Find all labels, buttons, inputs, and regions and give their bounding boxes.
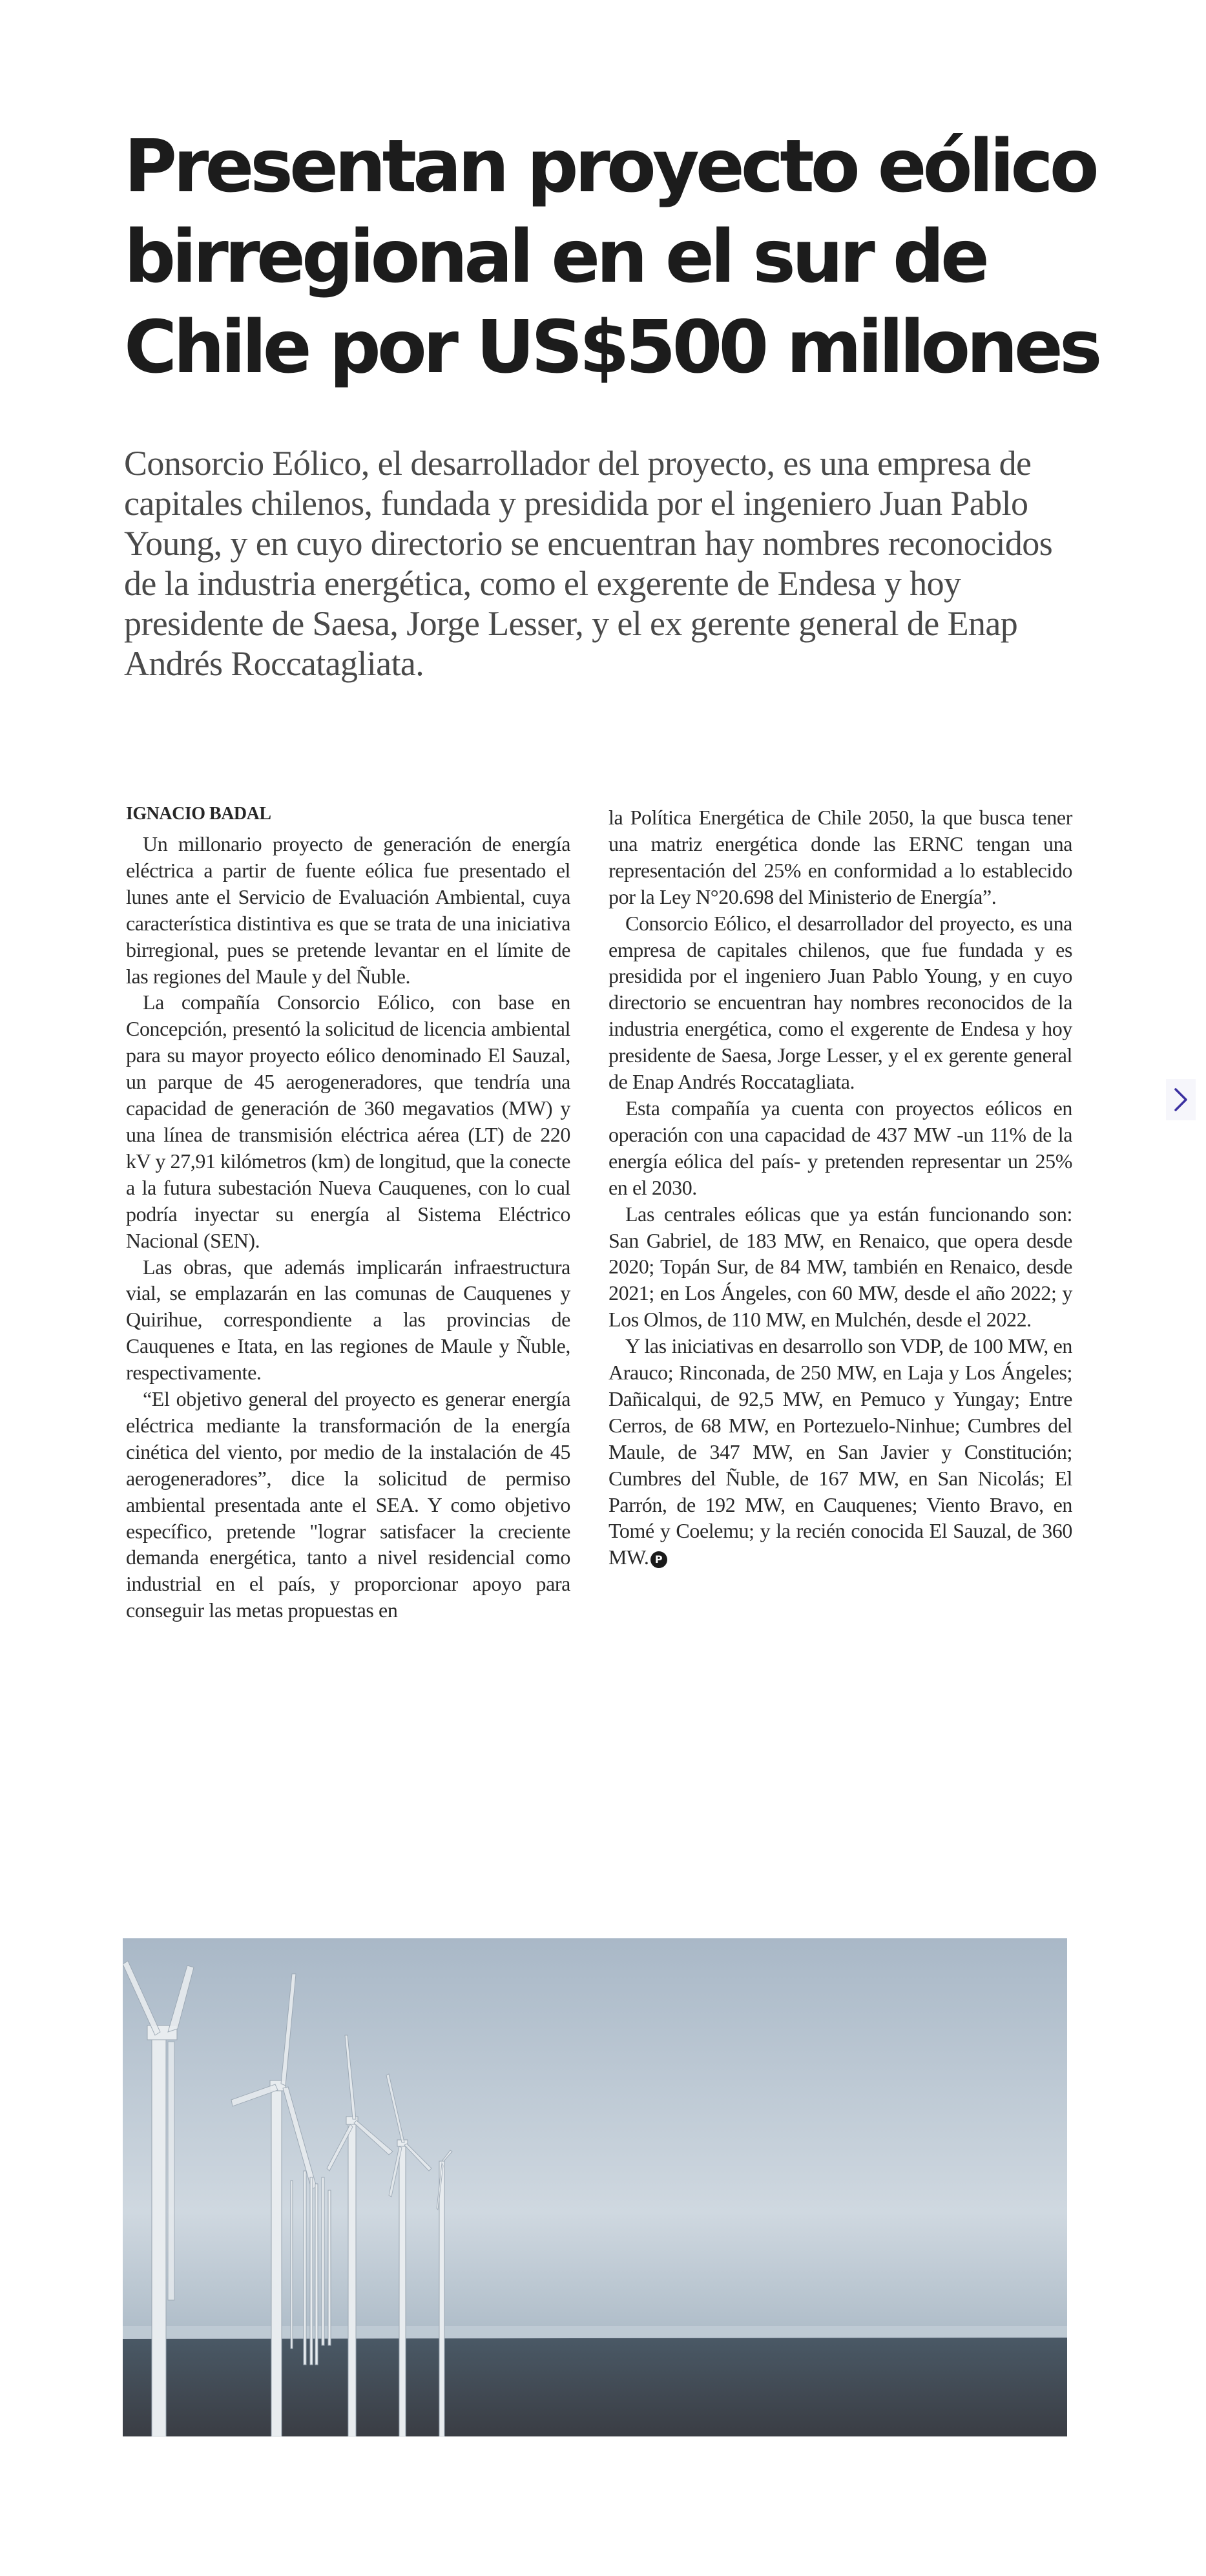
paragraph-text: Y las iniciativas en desarrollo son VDP, de 100 MW, en Arauco; Rinconada, de 250 MW, en Laja y Los Ángeles; Dañicalqui, de 92,5 MW, en Pemuco y Yungay; Entre Cerros, de 68 MW, en Portezuelo-Ninhue; Cumbres del Maule, de 347 MW, en San Javier y Constitución; Cumbres del Ñuble, de 167 MW, en San Nicolás; El Parrón, de 192 MW, en Cauquenes; Viento Bravo, en Tomé y Coelemu; y la recién conocida El Sauzal, de 360 MW.	[608, 1334, 1072, 1569]
paragraph: La compañía Consorcio Eólico, con base en Concepción, presentó la solicitud de licencia ambiental para su mayor proyecto eólico denominado El Sauzal, un parque de 45 aerogeneradores, que tendría una capacidad de generación de 360 megavatios (MW) y una línea de transmisión eléctrica aérea (LT) de 220 kV y 27,91 kilómetros (km) de longitud, que la conecte a la futura subestación Nueva Cauquenes, con lo cual podría inyectar su energía al Sistema Eléctrico Nacional (SEN).	[126, 990, 570, 1252]
paragraph: Las obras, que además implicarán infraestructura vial, se emplazarán en las comunas de Cauquenes y Quirihue, correspondiente a las provincias de Cauquenes e Itata, en las regiones de Maule y Ñuble, respectivamente.	[126, 1255, 570, 1385]
headline-line: Chile por US$500 millones	[124, 306, 1099, 390]
paragraph: Esta compañía ya cuenta con proyectos eólicos en operación con una capacidad de 437 MW -un 11% de la energía eólica del país- y pretenden representar un 25% en el 2030.	[608, 1096, 1072, 1199]
paragraph-continuation: la Política Energética de Chile 2050, la que busca tener una matriz energética donde las ERNC tengan una representación del 25% en conformidad a lo establecido por la Ley N°20.698 del Ministerio de Energía”.	[608, 806, 1072, 908]
paragraph: Un millonario proyecto de generación de energía eléctrica a partir de fuente eólica fue presentado el lunes ante el Servicio de Evaluación Ambiental, cuya característica distintiva es que se trata de una iniciativa birregional, pues se pretende levantar en el límite de las regiones del Maule y del Ñuble.	[126, 832, 570, 988]
paragraph-final	[608, 1333, 1072, 1571]
chevron-right-icon	[1174, 1087, 1188, 1112]
wind-farm-illustration	[123, 1938, 1067, 2436]
paragraph: “El objetivo general del proyecto es generar energía eléctrica mediante la transformación de la energía cinética del viento, por medio de la instalación de 45 aerogeneradores”, dice la solicitud de permiso ambiental presentada ante el SEA. Y como objetivo específico, pretende "lograr satisfacer la creciente demanda energética, tanto a nivel residencial como industrial en el país, y proporcionar apoyo para conseguir las metas propuestas en	[126, 1387, 570, 1622]
article-column-right	[608, 804, 1072, 1571]
byline: IGNACIO BADAL	[126, 804, 271, 824]
article-headline	[124, 121, 1099, 393]
article-lede: Consorcio Eólico, el desarrollador del proyecto, es una empresa de capitales chilenos, fundada y presidida por el ingeniero Juan Pablo Young, y en cuyo directorio se encuentran hay nombres reconocidos de la industria energética, como el exgerente de Endesa y hoy presidente de Saesa, Jorge Lesser, y el ex gerente general de Enap Andrés Roccatagliata.	[124, 444, 1053, 683]
wind-turbines-photo	[123, 1938, 1067, 2436]
paragraph: Las centrales eólicas que ya están funcionando son: San Gabriel, de 183 MW, en Renaico, que opera desde 2020; Topán Sur, de 84 MW, también en Renaico, desde 2021; en Los Ángeles, con 60 MW, desde el año 2022; y Los Olmos, de 110 MW, en Mulchén, desde el 2022.	[608, 1202, 1072, 1332]
end-of-article-icon: P	[650, 1551, 667, 1568]
headline-line: Presentan proyecto eólico	[124, 125, 1096, 209]
headline-line: birregional en el sur de	[124, 215, 986, 299]
paragraph: Consorcio Eólico, el desarrollador del proyecto, es una empresa de capitales chilenos, que fue fundada y es presidida por el ingeniero Juan Pablo Young, y en cuyo directorio se encuentran hay nombres reconocidos de la industria energética, como el exgerente de Endesa y hoy presidente de Saesa, Jorge Lesser, y el ex gerente general de Enap Andrés Roccatagliata.	[608, 911, 1072, 1094]
next-page-button[interactable]	[1166, 1079, 1196, 1120]
article-column-left	[126, 831, 570, 1624]
